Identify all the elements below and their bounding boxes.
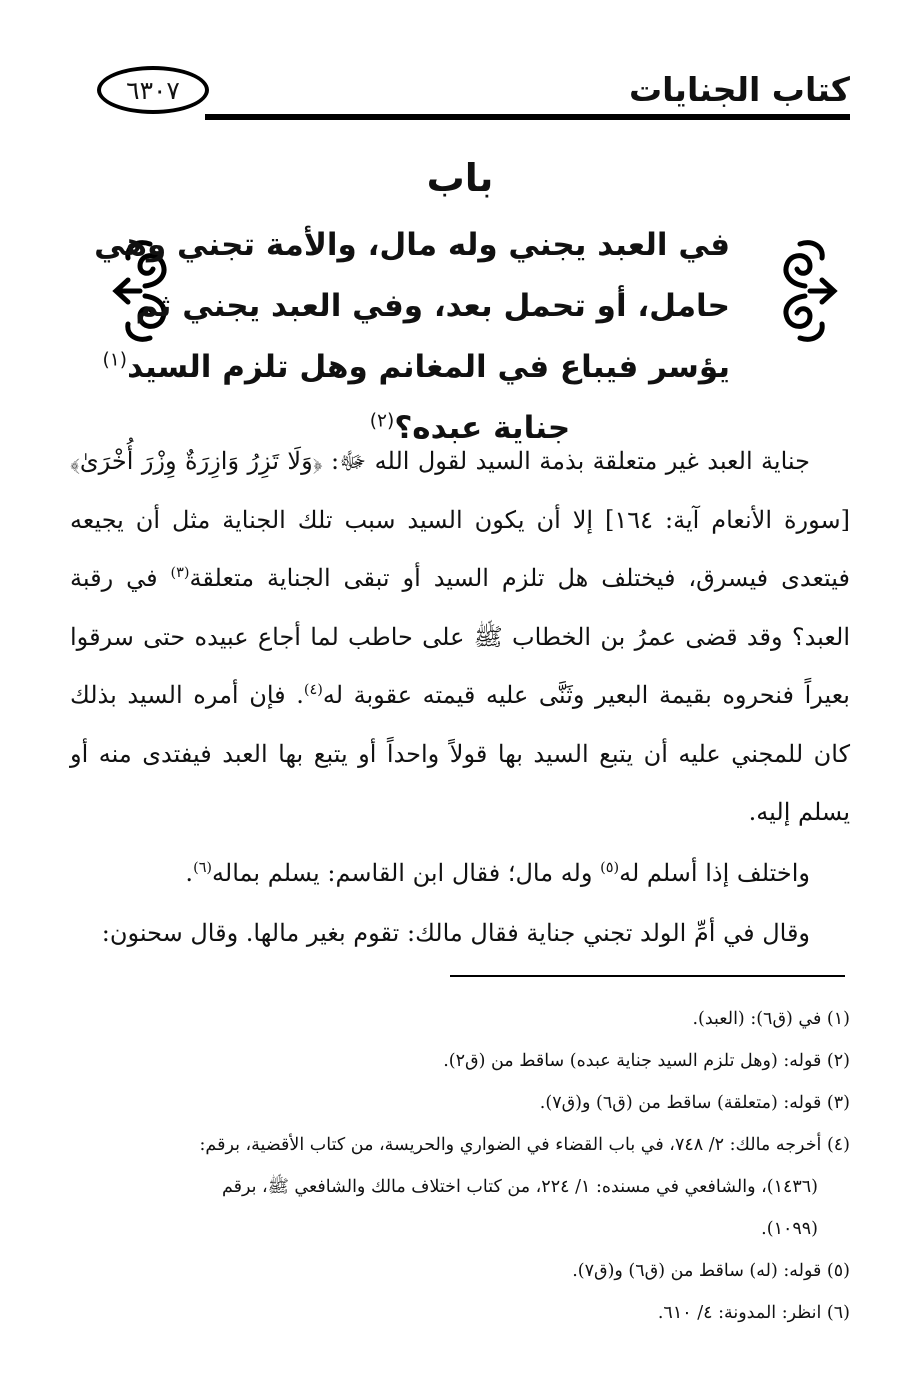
footnote-ref: (٢) — [369, 410, 395, 432]
running-head: كتاب الجنايات — [629, 70, 850, 109]
paragraph: واختلف إذا أسلم له$^{(٥)}$ وله مال؛ فقال ابن القاسم: يسلم بماله$^{(٦)}$. — [185, 858, 810, 887]
footnote-ref: (٥) — [600, 859, 620, 876]
footnote-separator — [450, 975, 845, 977]
footnote-ref: (٦) — [193, 859, 213, 876]
chapter-title-line: جناية عبده؟$^{(٢)}$ — [369, 410, 571, 446]
paragraph: جناية العبد غير متعلقة بذمة السيد لقول الله ﷻ: ﴿وَلَا تَزِرُ وَازِرَةٌ وِزْرَ أُخْرَىٰ﴾ [سورة الأنعام آية: ١٦٤] إلا أن يكون السيد سبب تلك الجناية مثل أن يجيعه فيتعدى فيسرق، فيختلف هل تلزم السيد أو تبقى الجناية متعلقة$^{(٣)}$ في رقبة العبد؟ وقد قضى عمرُ بن الخطاب ﷺ على حاطب لما أجاع عبيده حتى سرقوا بعيراً فنحروه بقيمة البعير وثَنَّى عليه قيمته عقوبة له$^{(٤)}$. فإن أمره السيد بذلك كان للمجني عليه أن يتبع السيد بها قولاً واحداً أو يتبع بها العبد فيفتدى منه أو يسلم إليه. — [70, 447, 850, 826]
chapter-title-line: يؤسر فيباع في المغانم وهل تلزم السيد$^{(١)}$ — [102, 349, 730, 385]
footnote: (٤) أخرجه مالك: ٢/ ٧٤٨، في باب القضاء في الضواري والحريسة، من كتاب الأقضية، برقم: — [199, 1135, 850, 1155]
floral-ornament-icon — [770, 236, 840, 346]
chapter-title — [94, 215, 730, 459]
footnotes — [70, 998, 850, 1334]
footnote-ref: (١) — [102, 349, 128, 371]
header-rule — [205, 114, 850, 120]
page-number: ٦٣٠٧ — [97, 66, 209, 114]
footnote-ref: (٣) — [170, 565, 190, 581]
chapter-label: باب — [426, 156, 494, 200]
footnote: (٦) انظر: المدونة: ٤/ ٦١٠. — [657, 1303, 850, 1323]
chapter-title-line: في العبد يجني وله مال، والأمة تجني وهي — [94, 227, 730, 263]
body-text — [70, 432, 850, 963]
footnote: (٥) قوله: (له) ساقط من (ق٦) و(ق٧). — [572, 1261, 850, 1281]
chapter-title-line: حامل، أو تحمل بعد، وفي العبد يجني ثم — [135, 288, 730, 324]
footnote: (٢) قوله: (وهل تلزم السيد جناية عبده) ساقط من (ق٢). — [443, 1051, 850, 1071]
footnote-ref: (٤) — [303, 682, 323, 698]
footnote: (٣) قوله: (متعلقة) ساقط من (ق٦) و(ق٧). — [539, 1093, 850, 1113]
footnote: (١) في (ق٦): (العبد). — [692, 1009, 850, 1029]
paragraph: وقال في أمِّ الولد تجني جناية فقال مالك: تقوم بغير مالها. وقال سحنون: — [101, 919, 810, 947]
footnote-continuation: (١٠٩٩). — [761, 1219, 818, 1239]
footnote-continuation: (١٤٣٦)، والشافعي في مسنده: ١/ ٢٢٤، من كتاب اختلاف مالك والشافعي ﷺ، برقم — [221, 1177, 818, 1197]
